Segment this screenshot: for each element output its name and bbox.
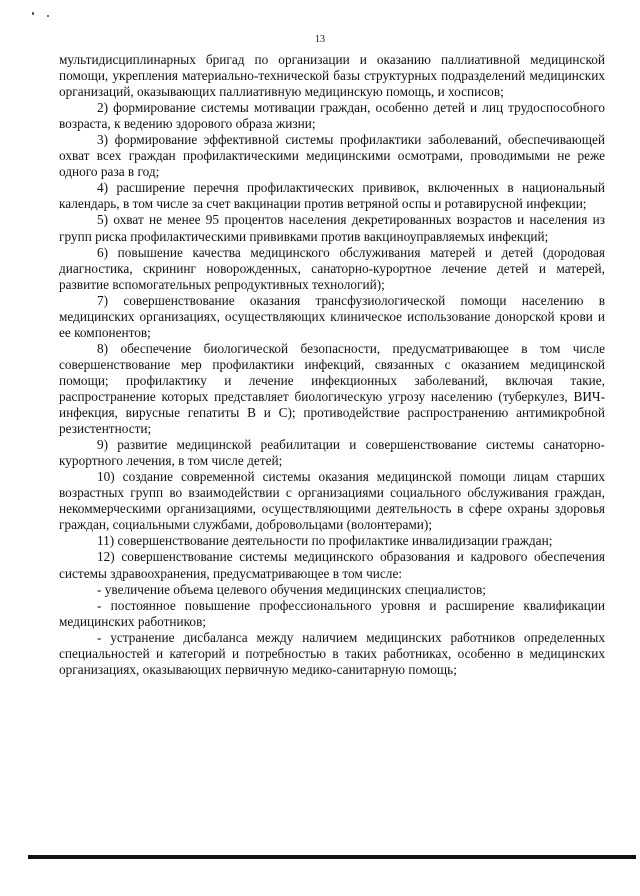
list-item-4: 4) расширение перечня профилактических прививок, включенных в национальный календарь, в том числе за счет вакцинации против ветряной оспы и ротавирусной инфекции;	[59, 180, 605, 212]
list-item-8: 8) обеспечение биологической безопасности, предусматривающее в том числе совершенствование мер профилактики инфекций, связанных с оказанием медицинской помощи; профилактику и лечение инфекционных заболеваний, включая такие, распространение которых представляет биологическую угрозу населению (туберкулез, ВИЧ-инфекция, вирусные гепатиты В и С); противодействие распространению антимикробной резистентности;	[59, 340, 605, 437]
list-item-10: 10) создание современной системы оказания медицинской помощи лицам старших возрастных групп во взаимодействии с организациями социального обслуживания граждан, некоммерческими организациями, осуществляющими деятельность в сфере охраны здоровья граждан, социальными службами, добровольцами (волонтерами);	[59, 469, 605, 533]
sub-item-qualification: - постоянное повышение профессионального уровня и расширение квалификации медицинских работников;	[59, 597, 605, 629]
scan-speck	[47, 15, 49, 17]
list-item-2: 2) формирование системы мотивации граждан, особенно детей и лиц трудоспособного возраста, к ведению здорового образа жизни;	[59, 100, 605, 132]
paragraph-continuation: мультидисциплинарных бригад по организации и оказанию паллиативной медицинской помощи, укрепления материально-технической базы структурных подразделений медицинских организаций, оказывающих паллиативную медицинскую помощь, и хосписов;	[59, 52, 605, 100]
list-item-5: 5) охват не менее 95 процентов населения декретированных возрастов и населения из групп риска профилактическими прививками против вакциноуправляемых инфекций;	[59, 212, 605, 244]
list-item-9: 9) развитие медицинской реабилитации и совершенствование системы санаторно-курортного лечения, в том числе детей;	[59, 437, 605, 469]
sub-item-training: - увеличение объема целевого обучения медицинских специалистов;	[97, 581, 486, 597]
page-number: 13	[315, 34, 325, 45]
list-item-7: 7) совершенствование оказания трансфузиологической помощи населению в медицинских организациях, осуществляющих клиническое использование донорской крови и ее компонентов;	[59, 292, 605, 340]
list-item-11: 11) совершенствование деятельности по профилактике инвалидизации граждан;	[97, 533, 553, 549]
list-item-12: 12) совершенствование системы медицинского образования и кадрового обеспечения системы здравоохранения, предусматривающее в том числе:	[59, 549, 605, 581]
list-item-3: 3) формирование эффективной системы профилактики заболеваний, обеспечивающей охват всех граждан профилактическими медицинскими осмотрами, проводимыми не реже одного раза в год;	[59, 132, 605, 180]
bottom-divider	[28, 855, 636, 859]
list-item-6: 6) повышение качества медицинского обслуживания матерей и детей (дородовая диагностика, скрининг новорожденных, санаторно-курортное лечение детей и матерей, развитие вспомогательных репродуктивных технологий);	[59, 244, 605, 292]
scan-speck	[32, 12, 34, 15]
sub-item-imbalance: - устранение дисбаланса между наличием медицинских работников определенных специальностей и категорий и потребностью в таких работниках, особенно в медицинских организациях, оказывающих первичную медико-санитарную помощь;	[59, 629, 605, 677]
document-body	[59, 52, 605, 678]
